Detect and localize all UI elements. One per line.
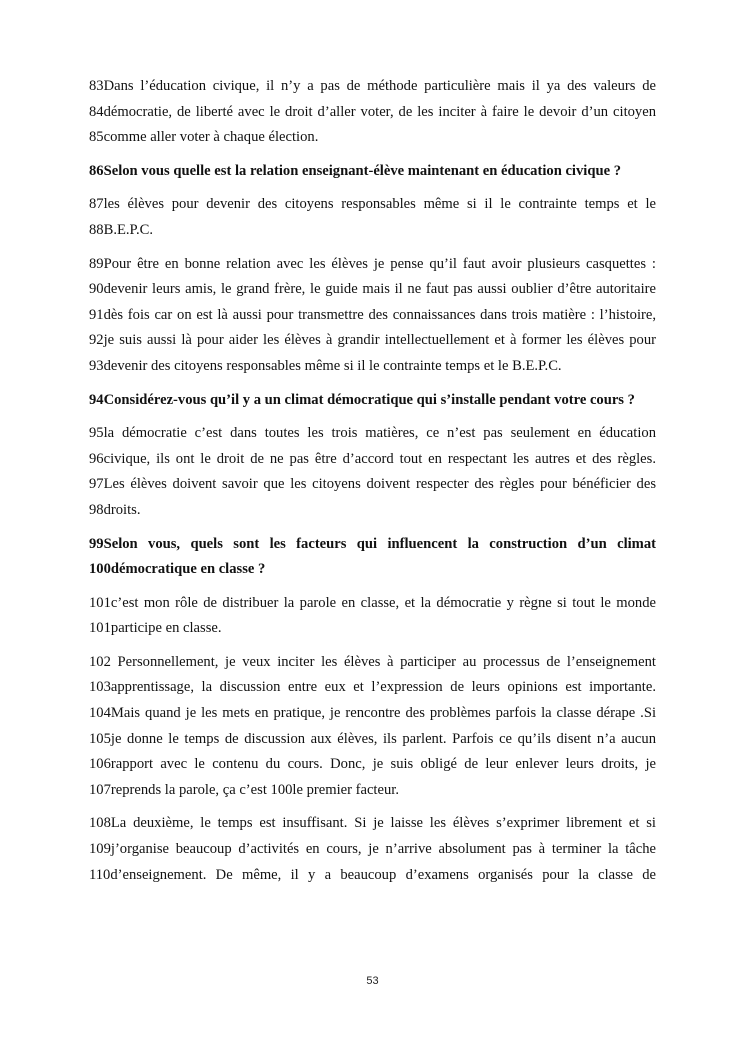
text-line: 84démocratie, de liberté avec le droit d’aller voter, de les inciter à faire le devoir d’un citoyen: [89, 103, 656, 120]
paragraph: [89, 650, 656, 804]
text-line: 92je suis aussi là pour aider les élèves à grandir intellectuellement et à former les élèves pour: [89, 332, 656, 349]
text-line: 106rapport avec le contenu du cours. Donc, je suis obligé de leur enlever leurs droits, je: [89, 756, 656, 773]
paragraph: [89, 74, 656, 151]
question-line: 99Selon vous, quels sont les facteurs qui influencent la construction d’un climat: [89, 535, 656, 552]
interview-question: [89, 159, 656, 185]
text-line: 90devenir leurs amis, le grand frère, le guide mais il ne faut pas aussi oublier d’être autoritaire: [89, 281, 656, 298]
text-line: 91dès fois car on est là aussi pour transmettre des connaissances dans trois matière : l’histoire,: [89, 306, 656, 323]
interview-question: [89, 388, 656, 414]
text-line: 96civique, ils ont le droit de ne pas être d’accord tout en respectant les autres et des règles.: [89, 450, 656, 467]
paragraph: [89, 421, 656, 523]
question-line: 94Considérez-vous qu’il y a un climat démocratique qui s’installe pendant votre cours ?: [89, 391, 635, 408]
paragraph: [89, 192, 656, 243]
text-line: 95la démocratie c’est dans toutes les trois matières, ce n’est pas seulement en éducation: [89, 425, 656, 442]
question-line: 86Selon vous quelle est la relation enseignant-élève maintenant en éducation civique ?: [89, 162, 621, 179]
text-line: 101c’est mon rôle de distribuer la parole en classe, et la démocratie y règne si tout le monde: [89, 594, 656, 611]
text-line: 104Mais quand je les mets en pratique, je rencontre des problèmes parfois la classe dérape .Si: [89, 705, 656, 722]
text-line: 103apprentissage, la discussion entre eux et l’expression de leurs opinions est importante.: [89, 679, 656, 696]
text-line: 109j’organise beaucoup d’activités en cours, je n’arrive absolument pas à terminer la tâche: [89, 841, 656, 858]
text-line: 102 Personnellement, je veux inciter les élèves à participer au processus de l’enseignement: [89, 653, 656, 670]
text-line: 98droits.: [89, 501, 141, 518]
text-line: 108La deuxième, le temps est insuffisant. Si je laisse les élèves s’exprimer librement et si: [89, 815, 656, 832]
interview-question: [89, 532, 656, 583]
text-line: 105je donne le temps de discussion aux élèves, ils parlent. Parfois ce qu’ils disent n’a aucun: [89, 730, 656, 747]
text-line: 85comme aller voter à chaque élection.: [89, 129, 319, 146]
document-body: [89, 74, 656, 896]
text-line: 110d’enseignement. De même, il y a beaucoup d’examens organisés pour la classe de: [89, 866, 656, 883]
paragraph: [89, 252, 656, 380]
text-line: 97Les élèves doivent savoir que les citoyens doivent respecter des règles pour bénéficier des: [89, 476, 656, 493]
page-number: 53: [366, 975, 379, 987]
text-line: 89Pour être en bonne relation avec les élèves je pense qu’il faut avoir plusieurs casquettes :: [89, 255, 656, 272]
paragraph: [89, 591, 656, 642]
text-line: 101participe en classe.: [89, 620, 222, 637]
question-line: 100démocratique en classe ?: [89, 561, 266, 578]
text-line: 83Dans l’éducation civique, il n’y a pas de méthode particulière mais il ya des valeurs de: [89, 78, 656, 94]
paragraph: [89, 811, 656, 888]
text-line: 87les élèves pour devenir des citoyens responsables même si il le contrainte temps et le: [89, 196, 656, 213]
text-line: 107reprends la parole, ça c’est 100le premier facteur.: [89, 781, 399, 798]
text-line: 88B.E.P.C.: [89, 221, 154, 238]
text-line: 93devenir des citoyens responsables même si il le contrainte temps et le B.E.P.C.: [89, 357, 562, 374]
